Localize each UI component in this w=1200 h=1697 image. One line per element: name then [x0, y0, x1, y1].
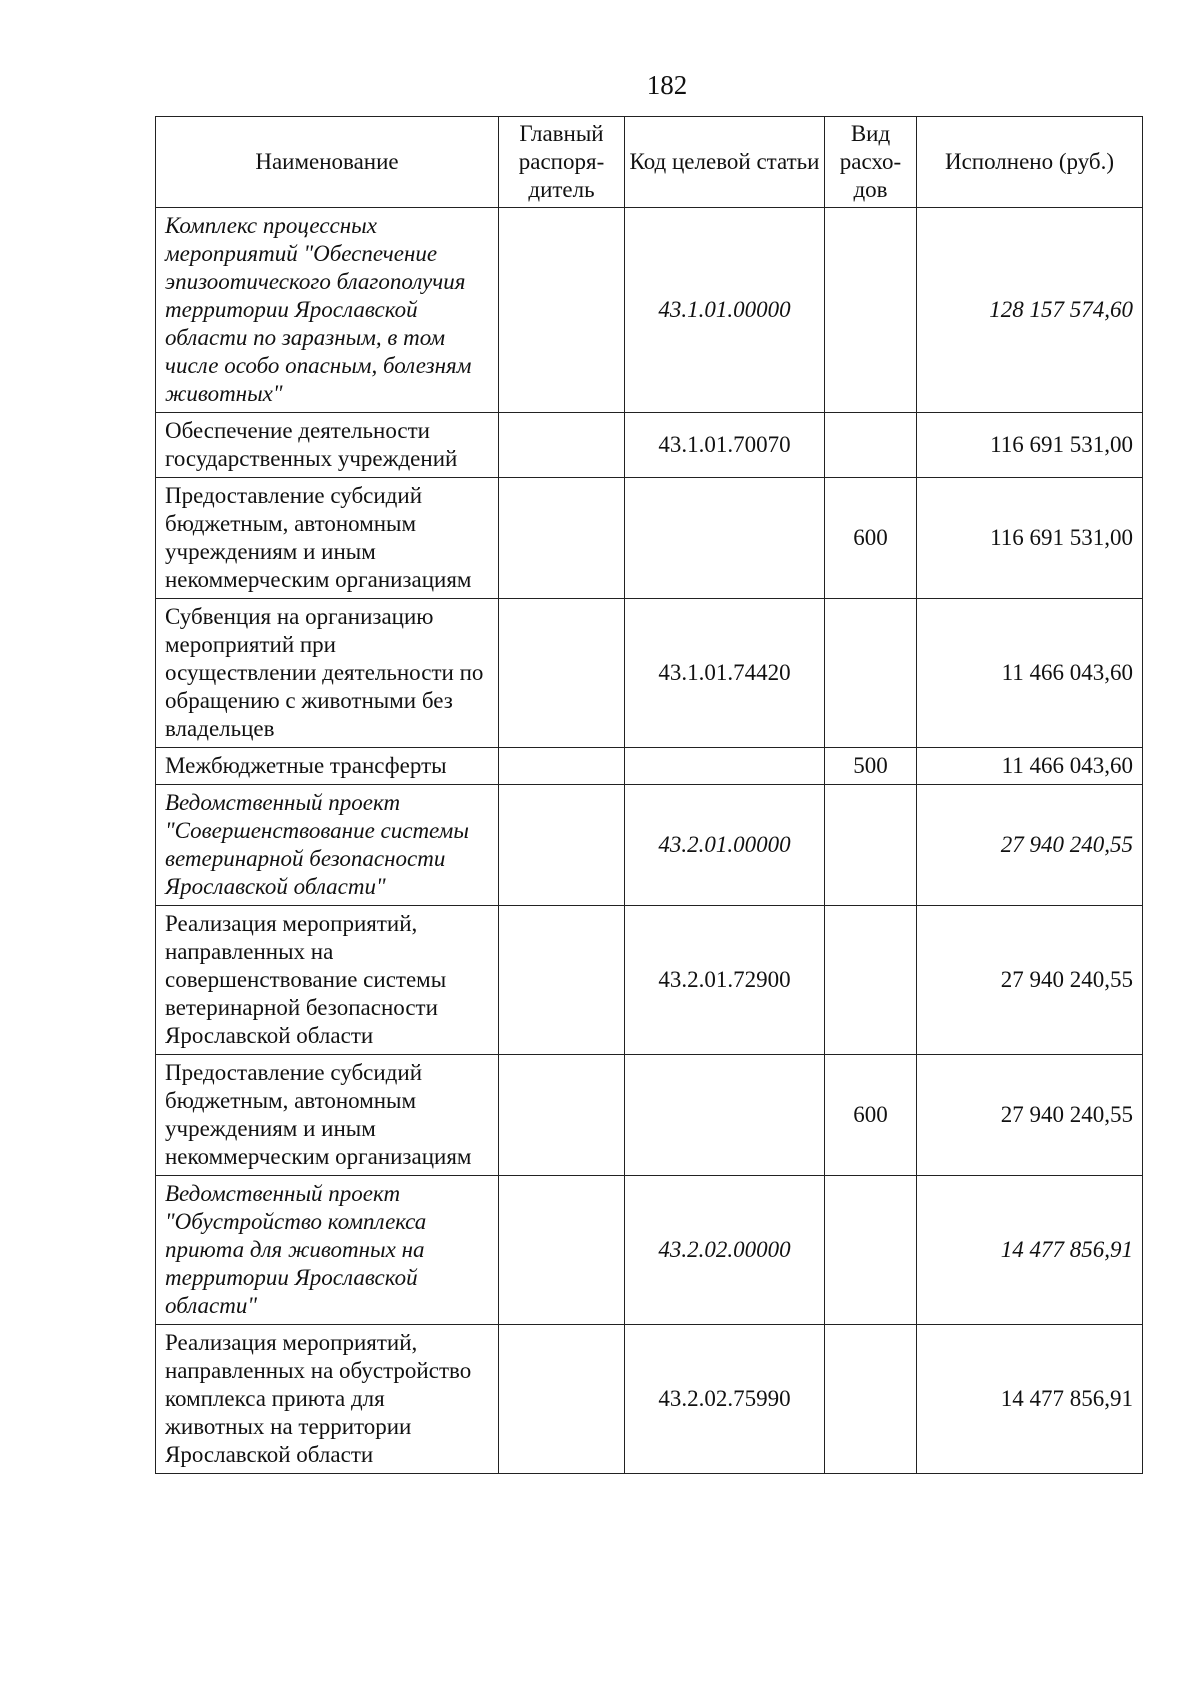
row-name: Реализация мероприятий, направленных на обустройство комплекса приюта для животных на территории Ярославской области — [156, 1325, 499, 1474]
header-distributor: Главный распоря- дитель — [499, 117, 625, 208]
page-number: 182 — [646, 70, 688, 100]
row-target-code: 43.2.01.72900 — [625, 906, 825, 1055]
row-executed-amount: 116 691 531,00 — [917, 413, 1143, 478]
row-name: Субвенция на организацию мероприятий при осуществлении деятельности по обращению с животными без владельцев — [156, 599, 499, 748]
table-header-row — [156, 117, 1143, 208]
row-expense-type — [825, 413, 917, 478]
row-executed-amount: 128 157 574,60 — [917, 208, 1143, 413]
row-distributor — [499, 1176, 625, 1325]
row-distributor — [499, 208, 625, 413]
row-executed-amount: 27 940 240,55 — [917, 785, 1143, 906]
table-body — [156, 208, 1143, 1474]
row-executed-amount: 11 466 043,60 — [917, 599, 1143, 748]
header-expense-type: Вид расхо- дов — [825, 117, 917, 208]
table-row — [156, 599, 1143, 748]
row-target-code: 43.2.02.00000 — [625, 1176, 825, 1325]
table-row — [156, 785, 1143, 906]
table-row — [156, 478, 1143, 599]
row-distributor — [499, 1055, 625, 1176]
row-name: Предоставление субсидий бюджетным, автономным учреждениям и иным некоммерческим организациям — [156, 1055, 499, 1176]
row-expense-type — [825, 1325, 917, 1474]
row-expense-type — [825, 1176, 917, 1325]
row-distributor — [499, 478, 625, 599]
table-row — [156, 1176, 1143, 1325]
row-expense-type: 600 — [825, 478, 917, 599]
row-name: Межбюджетные трансферты — [156, 748, 499, 785]
row-target-code: 43.1.01.70070 — [625, 413, 825, 478]
row-expense-type — [825, 906, 917, 1055]
table-row — [156, 748, 1143, 785]
row-executed-amount: 27 940 240,55 — [917, 1055, 1143, 1176]
row-target-code: 43.2.02.75990 — [625, 1325, 825, 1474]
row-executed-amount: 14 477 856,91 — [917, 1176, 1143, 1325]
row-distributor — [499, 599, 625, 748]
row-executed-amount: 11 466 043,60 — [917, 748, 1143, 785]
row-name: Ведомственный проект "Совершенствование системы ветеринарной безопасности Ярославской области" — [156, 785, 499, 906]
row-name: Предоставление субсидий бюджетным, автономным учреждениям и иным некоммерческим организациям — [156, 478, 499, 599]
row-expense-type: 500 — [825, 748, 917, 785]
header-target-code: Код целевой статьи — [625, 117, 825, 208]
row-target-code: 43.1.01.74420 — [625, 599, 825, 748]
row-target-code — [625, 478, 825, 599]
row-target-code — [625, 748, 825, 785]
row-distributor — [499, 906, 625, 1055]
row-expense-type — [825, 208, 917, 413]
row-executed-amount: 14 477 856,91 — [917, 1325, 1143, 1474]
row-name: Ведомственный проект "Обустройство комплекса приюта для животных на территории Ярославской области" — [156, 1176, 499, 1325]
row-distributor — [499, 785, 625, 906]
header-executed: Исполнено (руб.) — [917, 117, 1143, 208]
table-row — [156, 1055, 1143, 1176]
row-distributor — [499, 748, 625, 785]
row-name: Реализация мероприятий, направленных на совершенствование системы ветеринарной безопасности Ярославской области — [156, 906, 499, 1055]
header-name: Наименование — [156, 117, 499, 208]
row-executed-amount: 116 691 531,00 — [917, 478, 1143, 599]
row-executed-amount: 27 940 240,55 — [917, 906, 1143, 1055]
table-row — [156, 906, 1143, 1055]
table-row — [156, 208, 1143, 413]
row-target-code: 43.2.01.00000 — [625, 785, 825, 906]
row-expense-type — [825, 785, 917, 906]
table-row — [156, 1325, 1143, 1474]
row-expense-type: 600 — [825, 1055, 917, 1176]
budget-execution-table — [155, 116, 1143, 1474]
row-distributor — [499, 413, 625, 478]
row-name: Обеспечение деятельности государственных учреждений — [156, 413, 499, 478]
row-expense-type — [825, 599, 917, 748]
row-target-code: 43.1.01.00000 — [625, 208, 825, 413]
row-name: Комплекс процессных мероприятий "Обеспечение эпизоотического благополучия территории Ярославской области по заразным, в том числе особо опасным, болезням животных" — [156, 208, 499, 413]
row-target-code — [625, 1055, 825, 1176]
table-row — [156, 413, 1143, 478]
row-distributor — [499, 1325, 625, 1474]
